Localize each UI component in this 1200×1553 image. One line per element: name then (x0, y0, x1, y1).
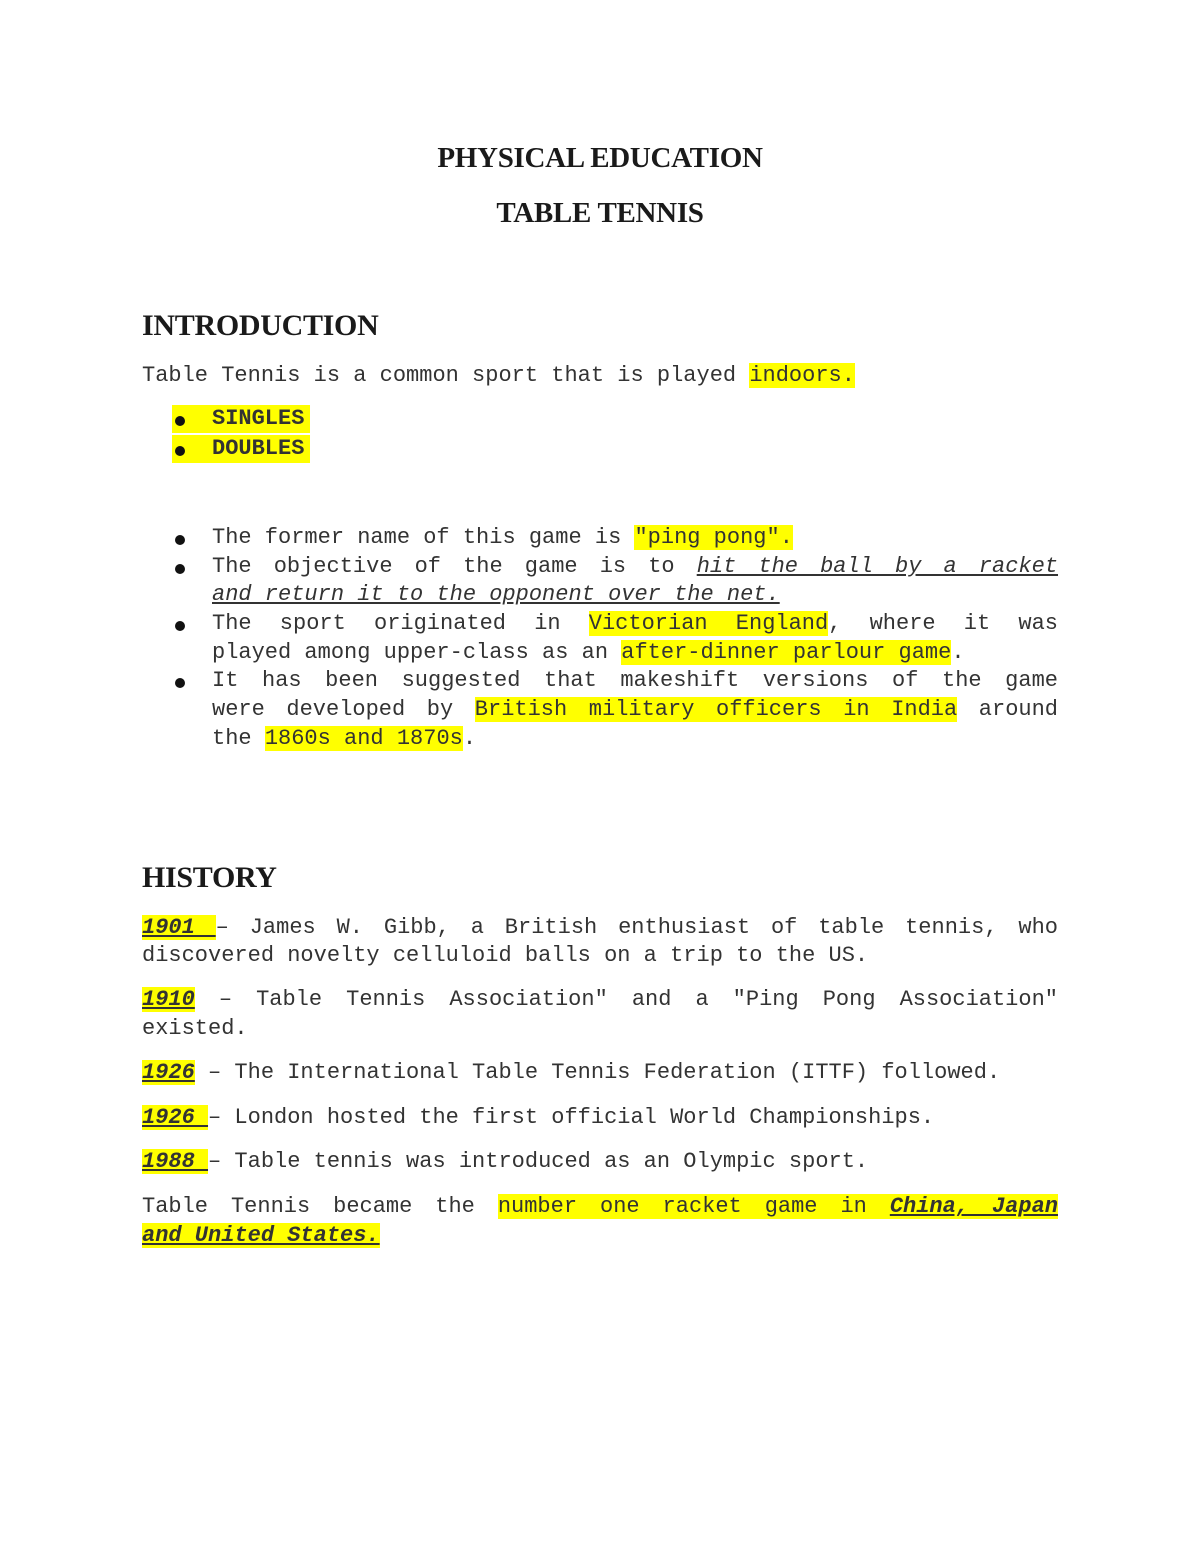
parlour-game-highlight: after-dinner parlour game (621, 640, 952, 665)
document-topic-title: TABLE TENNIS (496, 197, 704, 229)
history-year: 1988 (142, 1149, 209, 1174)
history-year: 1910 (142, 987, 195, 1012)
bullet-icon (175, 413, 187, 425)
history-closing-line1: Table Tennis became the number one racket game in China, Japan (142, 1194, 1058, 1219)
closing-highlight: number one racket game in (497, 1194, 890, 1219)
fact-objective-line1: The objective of the game is to hit the ball by a racket (212, 554, 1059, 579)
fact-origin-line2: played among upper-class as an after-dinner parlour game. (212, 640, 965, 665)
fact-objective-line2 (212, 580, 780, 609)
fact-origin-line1: The sport originated in Victorian England, where it was (212, 611, 1058, 636)
intro-text: Table Tennis is a common sport that is played (142, 363, 750, 388)
fact-makeshift-line2: were developed by British military officers in India around (212, 697, 1059, 722)
history-event-1926-ittf: 1926 – The International Table Tennis Federation (ITTF) followed. (142, 1060, 1001, 1085)
document-subject-title: PHYSICAL EDUCATION (437, 142, 763, 174)
origin-highlight: Victorian England (588, 611, 829, 636)
history-year: 1901 (142, 915, 216, 940)
bullet-icon (175, 675, 187, 687)
history-year: 1926 (142, 1060, 195, 1085)
fact-former-name: The former name of this game is "ping pong". (212, 525, 793, 550)
fact-makeshift-line3: the 1860s and 1870s. (212, 726, 477, 751)
objective-emphasis-cont: and return it to the opponent over the net. (212, 582, 780, 607)
intro-highlight: indoors. (749, 363, 855, 388)
type-singles: SINGLES (212, 406, 305, 431)
history-heading: HISTORY (142, 861, 277, 894)
bullet-icon (175, 532, 187, 544)
history-event-1988: 1988 – Table tennis was introduced as an Olympic sport. (142, 1149, 869, 1174)
history-closing-line2 (142, 1221, 380, 1250)
history-event-1910-line2: existed. (142, 1016, 248, 1041)
history-event-1901-line2: discovered novelty celluloid balls on a trip to the US. (142, 943, 869, 968)
bullet-icon (175, 561, 187, 573)
bullet-icon (175, 618, 187, 630)
officers-highlight: British military officers in India (474, 697, 958, 722)
history-event-1910-line1: 1910 – Table Tennis Association" and a "Ping Pong Association" (142, 987, 1058, 1012)
introduction-heading: INTRODUCTION (142, 309, 379, 342)
history-event-1901-line1: 1901 – James W. Gibb, a British enthusiast of table tennis, who (142, 915, 1058, 940)
countries-emphasis: China, Japan (889, 1194, 1058, 1219)
fact-makeshift-line1: It has been suggested that makeshift versions of the game (212, 668, 1058, 693)
type-doubles: DOUBLES (212, 436, 305, 461)
countries-emphasis-cont: and United States. (142, 1223, 380, 1248)
decades-highlight: 1860s and 1870s (264, 726, 463, 751)
objective-emphasis: hit the ball by a racket (696, 554, 1059, 579)
history-year: 1926 (142, 1105, 209, 1130)
bullet-icon (175, 443, 187, 455)
intro-sentence (142, 361, 855, 390)
former-name-highlight: "ping pong". (634, 525, 793, 550)
history-event-1926-london: 1926 – London hosted the first official World Championships. (142, 1105, 935, 1130)
